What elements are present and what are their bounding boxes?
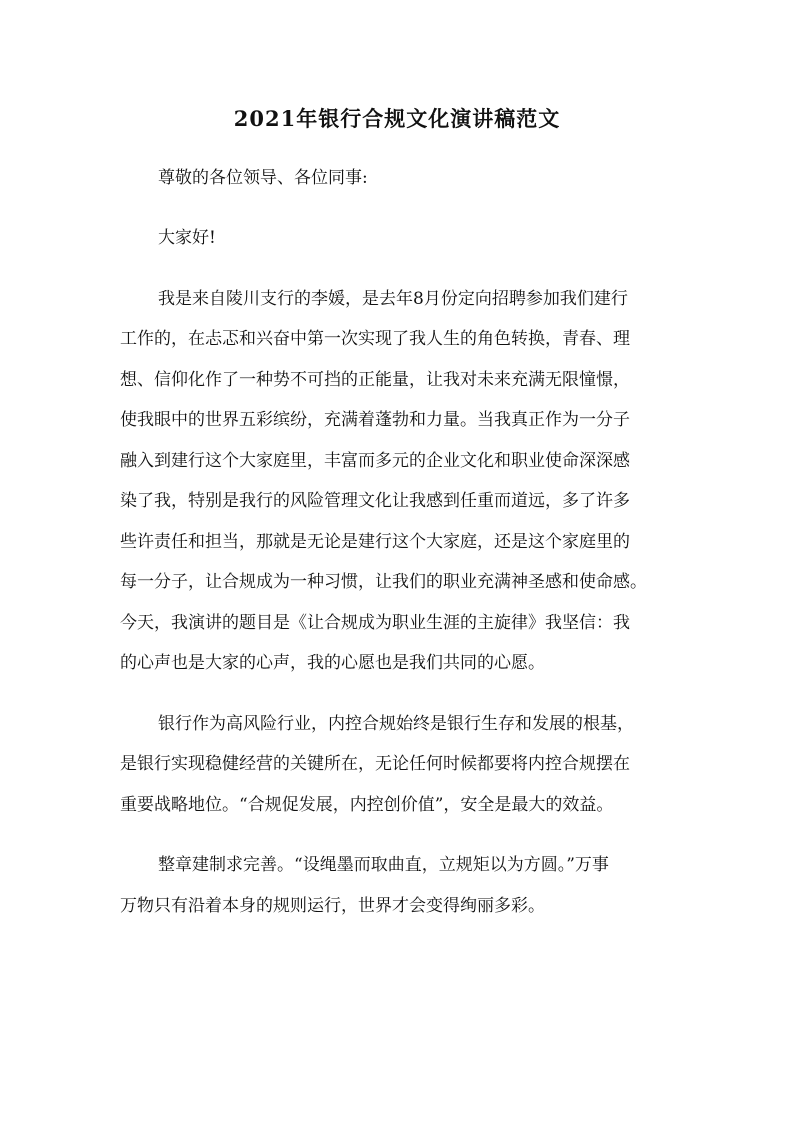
document-title: 2021年银行合规文化演讲稿范文 [233,106,561,131]
paragraph-1-line-8: 每一分子，让合规成为一种习惯，让我们的职业充满神圣感和使命感。 [120,572,647,592]
paragraph-1-line-6: 染了我，特别是我行的风险管理文化让我感到任重而道远，多了许多 [120,491,630,511]
salutation-text: 大家好! [158,228,216,248]
paragraph-1-line-3: 想、信仰化作了一种势不可挡的正能量，让我对未来充满无限憧憬， [120,370,630,390]
paragraph-2-line-1: 银行作为高风险行业，内控合规始终是银行生存和发展的根基， [158,714,634,734]
paragraph-1-line-5: 融入到建行这个大家庭里，丰富而多元的企业文化和职业使命深深感 [120,451,630,471]
paragraph-1-line-1: 我是来自陵川支行的李媛，是去年8月份定向招聘参加我们建行 [158,289,628,309]
paragraph-1-line-2: 工作的，在忐忑和兴奋中第一次实现了我人生的角色转换，青春、理 [120,329,630,349]
greeting-text: 尊敬的各位领导、各位同事: [158,168,368,188]
paragraph-3-line-1: 整章建制求完善。“设绳墨而取曲直，立规矩以为方圆。”万事 [158,855,609,875]
paragraph-2-line-3: 重要战略地位。“合规促发展，内控创价值”，安全是最大的效益。 [120,795,614,815]
paragraph-1-line-4: 使我眼中的世界五彩缤纷，充满着蓬勃和力量。当我真正作为一分子 [120,410,630,430]
paragraph-1-line-7: 些许责任和担当，那就是无论是建行这个大家庭，还是这个家庭里的 [120,532,630,552]
paragraph-1-line-9: 今天，我演讲的题目是《让合规成为职业生涯的主旋律》我坚信：我 [120,613,630,633]
paragraph-1-line-10: 的心声也是大家的心声，我的心愿也是我们共同的心愿。 [120,653,545,673]
paragraph-3-line-2: 万物只有沿着本身的规则运行，世界才会变得绚丽多彩。 [120,896,545,916]
paragraph-2-line-2: 是银行实现稳健经营的关键所在，无论任何时候都要将内控合规摆在 [120,754,630,774]
